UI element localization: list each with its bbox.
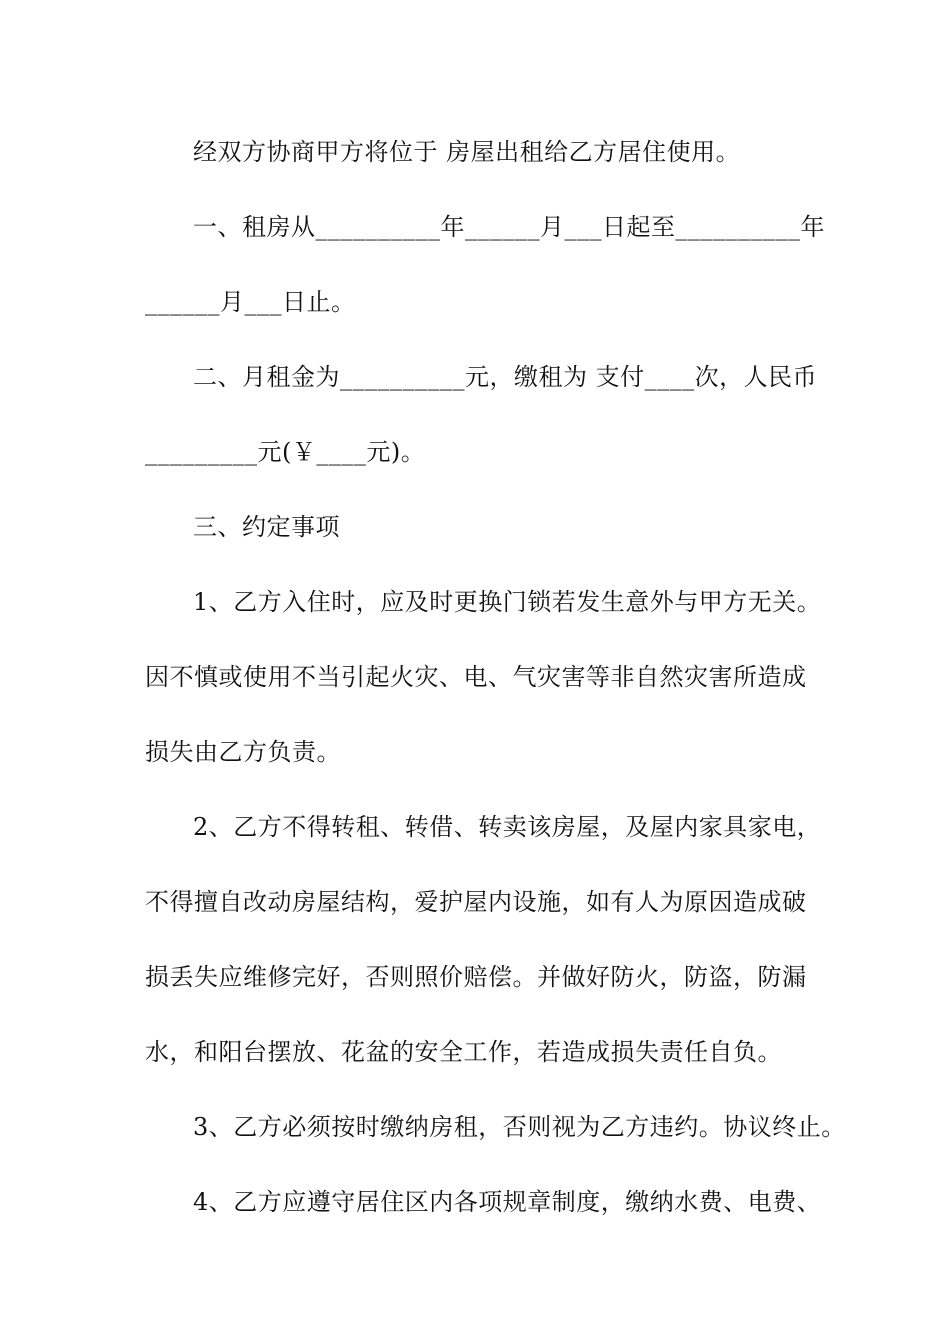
clause-2-line-2: _________元(￥____元)。	[145, 438, 426, 466]
paragraph-intro: 经双方协商甲方将位于 房屋出租给乙方居住使用。	[193, 138, 741, 166]
clause-1-line-2: ______月___日止。	[145, 288, 356, 316]
clause-2-line-1: 二、月租金为__________元，缴租为 支付____次，人民币	[193, 363, 818, 391]
item-1-line-3: 损失由乙方负责。	[145, 738, 341, 766]
item-2-line-2: 不得擅自改动房屋结构，爱护屋内设施，如有人为原因造成破	[145, 888, 807, 916]
item-4-line-1: 4、乙方应遵守居住区内各项规章制度，缴纳水费、电费、	[193, 1188, 822, 1216]
clause-1-line-1: 一、租房从__________年______月___日起至__________年	[193, 213, 825, 241]
item-3-line-1: 3、乙方必须按时缴纳房租，否则视为乙方违约。协议终止。	[193, 1113, 846, 1141]
item-2-line-1: 2、乙方不得转租、转借、转卖该房屋，及屋内家具家电，	[193, 813, 822, 841]
item-2-line-3: 损丢失应维修完好，否则照价赔偿。并做好防火，防盗，防漏	[145, 963, 807, 991]
item-1-line-1: 1、乙方入住时，应及时更换门锁若发生意外与甲方无关。	[193, 588, 822, 616]
section-heading-3: 三、约定事项	[193, 513, 340, 541]
item-2-line-4: 水，和阳台摆放、花盆的安全工作，若造成损失责任自负。	[145, 1038, 782, 1066]
item-1-line-2: 因不慎或使用不当引起火灾、电、气灾害等非自然灾害所造成	[145, 663, 807, 691]
